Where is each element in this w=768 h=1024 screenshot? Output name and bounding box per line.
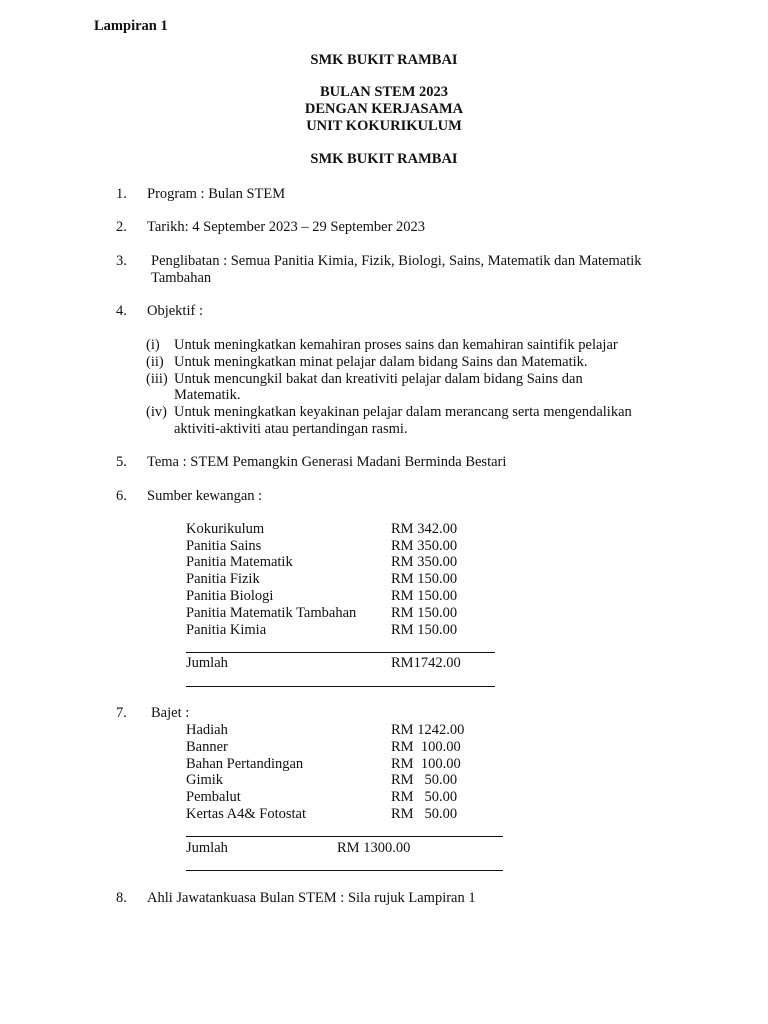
budget-name: Pembalut [186,789,241,805]
budget-divider-bottom [186,870,503,871]
budget-total-label: Jumlah [186,840,228,856]
budget-amount: RM 50.00 [391,772,458,788]
funding-name: Panitia Fizik [186,571,260,587]
collaboration-line: DENGAN KERJASAMA [304,101,464,117]
funding-divider-top [186,652,495,653]
funding-amount: RM 150.00 [391,605,458,621]
funding-name: Panitia Kimia [186,622,267,638]
funding-name: Kokurikulum [186,521,265,537]
budget-total-amount: RM 1300.00 [337,840,411,856]
budget-amount: RM 50.00 [391,789,458,805]
budget-amount: RM 100.00 [391,756,461,772]
item-objectives-heading: Objektif : [147,303,203,319]
item-number-2: 2. [116,219,127,235]
funding-name: Panitia Biologi [186,588,274,604]
funding-total-amount: RM1742.00 [391,655,461,671]
budget-name: Gimik [186,772,224,788]
funding-name: Panitia Sains [186,538,262,554]
item-budget-heading: Bajet : [151,705,190,721]
budget-amount: RM 50.00 [391,806,458,822]
objective-label-1: (i) [146,337,160,353]
budget-amount: RM 100.00 [391,739,461,755]
item-number-8: 8. [116,890,127,906]
item-theme: Tema : STEM Pemangkin Generasi Madani Berminda Bestari [147,454,507,470]
budget-divider-top [186,836,503,837]
item-number-5: 5. [116,454,127,470]
item-number-7: 7. [116,705,127,721]
budget-name: Hadiah [186,722,228,738]
objective-label-3: (iii) [146,371,168,387]
funding-name: Panitia Matematik Tambahan [186,605,357,621]
item-involvement-line2: Tambahan [151,270,212,286]
budget-name: Bahan Pertandingan [186,756,304,772]
funding-amount: RM 150.00 [391,588,458,604]
funding-amount: RM 342.00 [391,521,458,537]
item-committee: Ahli Jawatankuasa Bulan STEM : Sila rujuk Lampiran 1 [147,890,476,906]
objective-label-2: (ii) [146,354,164,370]
school-name-bottom: SMK BUKIT RAMBAI [310,151,458,167]
funding-amount: RM 150.00 [391,571,458,587]
unit-name: UNIT KOKURIKULUM [306,118,462,134]
item-number-3: 3. [116,253,127,269]
budget-name: Kertas A4& Fotostat [186,806,307,822]
objective-text-3b: Matematik. [174,387,241,403]
objective-label-4: (iv) [146,404,167,420]
funding-divider-bottom [186,686,495,687]
budget-amount: RM 1242.00 [391,722,465,738]
school-name-top: SMK BUKIT RAMBAI [310,52,458,68]
funding-amount: RM 150.00 [391,622,458,638]
item-number-4: 4. [116,303,127,319]
item-date: Tarikh: 4 September 2023 – 29 September 2023 [147,219,426,235]
funding-total-label: Jumlah [186,655,228,671]
objective-text-4a: Untuk meningkatkan keyakinan pelajar dalam merancang serta mengendalikan [174,404,632,420]
objective-text-1: Untuk meningkatkan kemahiran proses sains dan kemahiran saintifik pelajar [174,337,618,353]
item-number-1: 1. [116,186,127,202]
funding-amount: RM 350.00 [391,538,458,554]
lampiran-label: Lampiran 1 [94,18,168,34]
item-number-6: 6. [116,488,127,504]
item-program: Program : Bulan STEM [147,186,286,202]
objective-text-3a: Untuk mencungkil bakat dan kreativiti pelajar dalam bidang Sains dan [174,371,583,387]
event-title: BULAN STEM 2023 [319,84,449,100]
item-involvement-line1: Penglibatan : Semua Panitia Kimia, Fizik, Biologi, Sains, Matematik dan Matematik [151,253,642,269]
funding-amount: RM 350.00 [391,554,458,570]
budget-name: Banner [186,739,228,755]
objective-text-2: Untuk meningkatkan minat pelajar dalam bidang Sains dan Matematik. [174,354,588,370]
item-funding-heading: Sumber kewangan : [147,488,263,504]
objective-text-4b: aktiviti-aktiviti atau pertandingan rasmi. [174,421,408,437]
funding-name: Panitia Matematik [186,554,293,570]
